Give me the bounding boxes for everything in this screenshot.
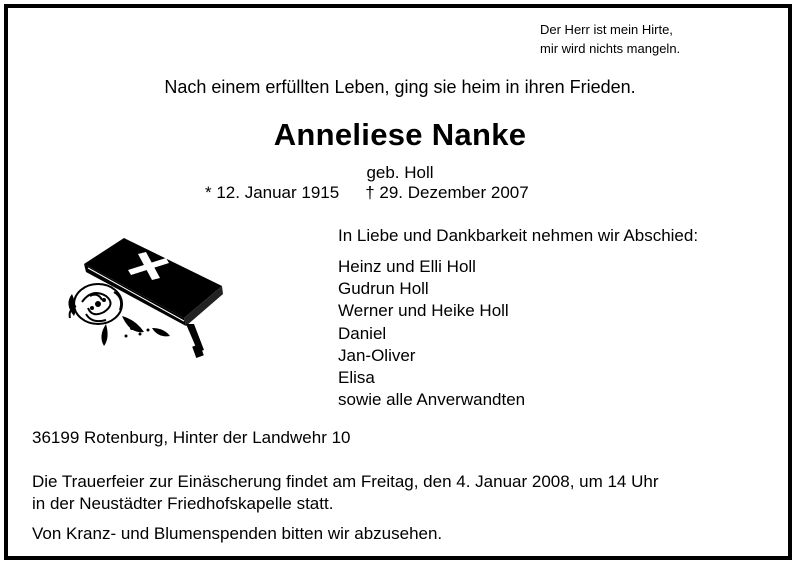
mourner-name: Gudrun Holl — [338, 279, 429, 299]
intro-text: Nach einem erfüllten Leben, ging sie heim in ihren Frieden. — [164, 77, 636, 97]
birth-date: * 12. Januar 1915 — [205, 183, 340, 202]
mourner-name: sowie alle Anverwandten — [338, 390, 526, 410]
bible-quote-line: mir wird nichts mangeln. — [540, 41, 681, 56]
farewell-text: In Liebe und Dankbarkeit nehmen wir Abschied: — [338, 226, 699, 245]
mourners-list — [338, 256, 525, 411]
deceased-name: Anneliese Nanke — [273, 117, 527, 152]
mourner-name: Elisa — [338, 368, 375, 388]
service-line: Die Trauerfeier zur Einäscherung findet am Freitag, den 4. Januar 2008, um 14 Uhr — [32, 472, 659, 491]
mourner-name: Daniel — [338, 323, 387, 343]
donation-request: Von Kranz- und Blumenspenden bitten wir abzusehen. — [32, 524, 443, 543]
bible-quote-line: Der Herr ist mein Hirte, — [540, 22, 673, 37]
life-dates — [205, 183, 529, 203]
funeral-service-info — [32, 471, 659, 515]
bible-quote — [540, 20, 680, 58]
mourner-name: Heinz und Elli Holl — [338, 257, 476, 276]
death-date: † 29. Dezember 2007 — [365, 183, 529, 202]
family-address: 36199 Rotenburg, Hinter der Landwehr 10 — [32, 428, 351, 447]
bible-with-cross-and-rose-icon — [62, 232, 232, 362]
mourner-name: Werner und Heike Holl — [338, 301, 509, 321]
maiden-name: geb. Holl — [366, 163, 434, 182]
mourner-name: Jan-Oliver — [338, 345, 416, 365]
service-line: in der Neustädter Friedhofskapelle statt. — [32, 494, 334, 513]
